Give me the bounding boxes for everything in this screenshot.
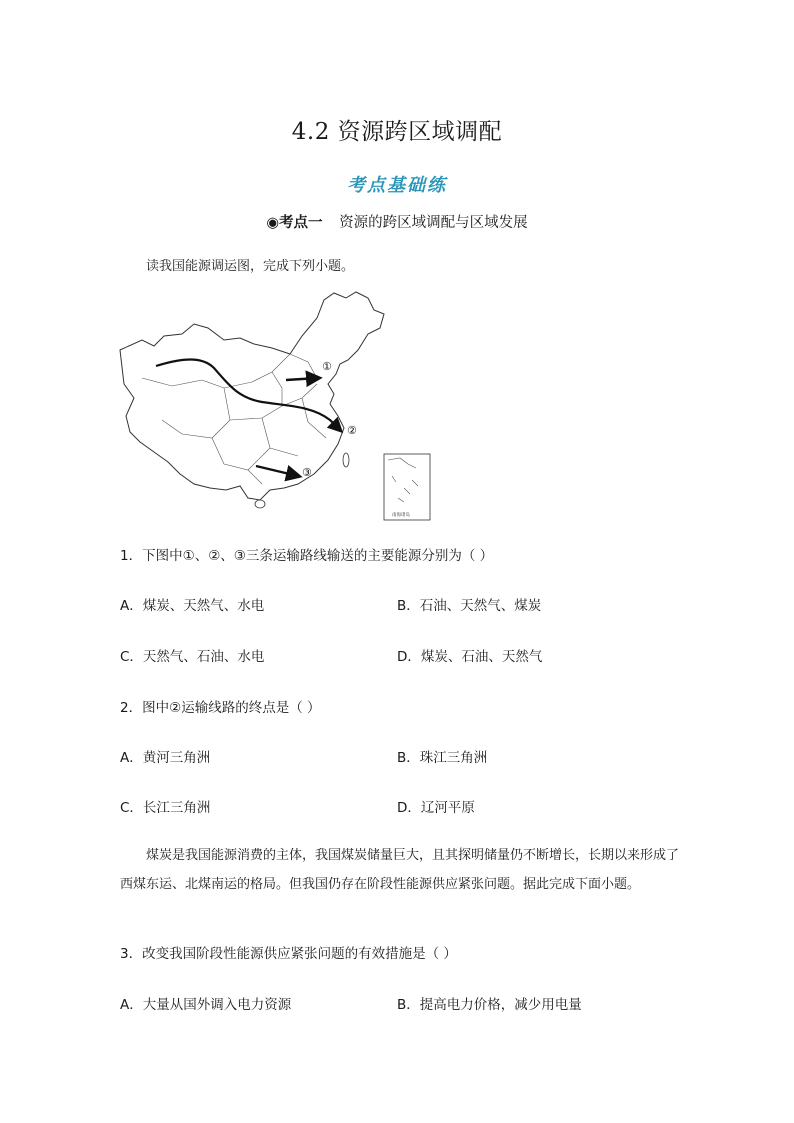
province-lines: [142, 354, 326, 484]
question-3-stem: 3．改变我国阶段性能源供应紧张问题的有效措施是（ ）: [120, 946, 457, 962]
question-2-option-b: B．珠江三角洲: [397, 750, 488, 766]
exam-point-subtitle: 资源的跨区域调配与区域发展: [339, 215, 528, 231]
question-3-option-a: A．大量从国外调入电力资源: [120, 997, 292, 1013]
inset-islands: [388, 458, 418, 502]
question-2-option-a: A．黄河三角洲: [120, 750, 211, 766]
question-1-stem: 1．下图中①、②、③三条运输路线输送的主要能源分别为（ ）: [120, 548, 494, 564]
question-1-option-b: B．石油、天然气、煤炭: [397, 598, 542, 614]
route-1-marker: ①: [322, 360, 332, 373]
route-2-marker: ②: [347, 424, 357, 437]
section-label: 考点基础练: [347, 175, 447, 196]
hainan-island: [255, 500, 265, 508]
route-3-marker: ③: [302, 466, 312, 479]
question-1-option-c: C．天然气、石油、水电: [120, 649, 265, 665]
question-2-stem: 2．图中②运输线路的终点是（ ）: [120, 700, 321, 716]
route-1-arrow: [286, 378, 318, 380]
inset-label: 南海诸岛: [392, 513, 410, 518]
china-outline: [120, 292, 384, 500]
taiwan-island: [343, 453, 349, 467]
question-1-option-d: D．煤炭、石油、天然气: [397, 649, 543, 665]
question-1-option-a: A．煤炭、天然气、水电: [120, 598, 265, 614]
exam-point-title: ◉考点一: [266, 215, 323, 231]
page-title: 4.2 资源跨区域调配: [291, 119, 503, 145]
question-2-option-d: D．辽河平原: [397, 800, 475, 816]
exam-point-heading: [0, 211, 794, 232]
question-2-option-c: C．长江三角洲: [120, 800, 211, 816]
reading-passage: 煤炭是我国能源消费的主体，我国煤炭储量巨大，且其探明储量仍不断增长，长期以来形成了西煤东运、北煤南运的格局。但我国仍存在阶段性能源供应紧张问题。据此完成下面小题。: [120, 848, 680, 892]
south-sea-inset: [384, 454, 430, 520]
question-3-option-b: B．提高电力价格，减少用电量: [397, 997, 582, 1013]
energy-transport-map: [112, 288, 442, 523]
route-3-arrow: [256, 466, 298, 476]
map-intro: 读我国能源调运图，完成下列小题。: [146, 259, 355, 274]
